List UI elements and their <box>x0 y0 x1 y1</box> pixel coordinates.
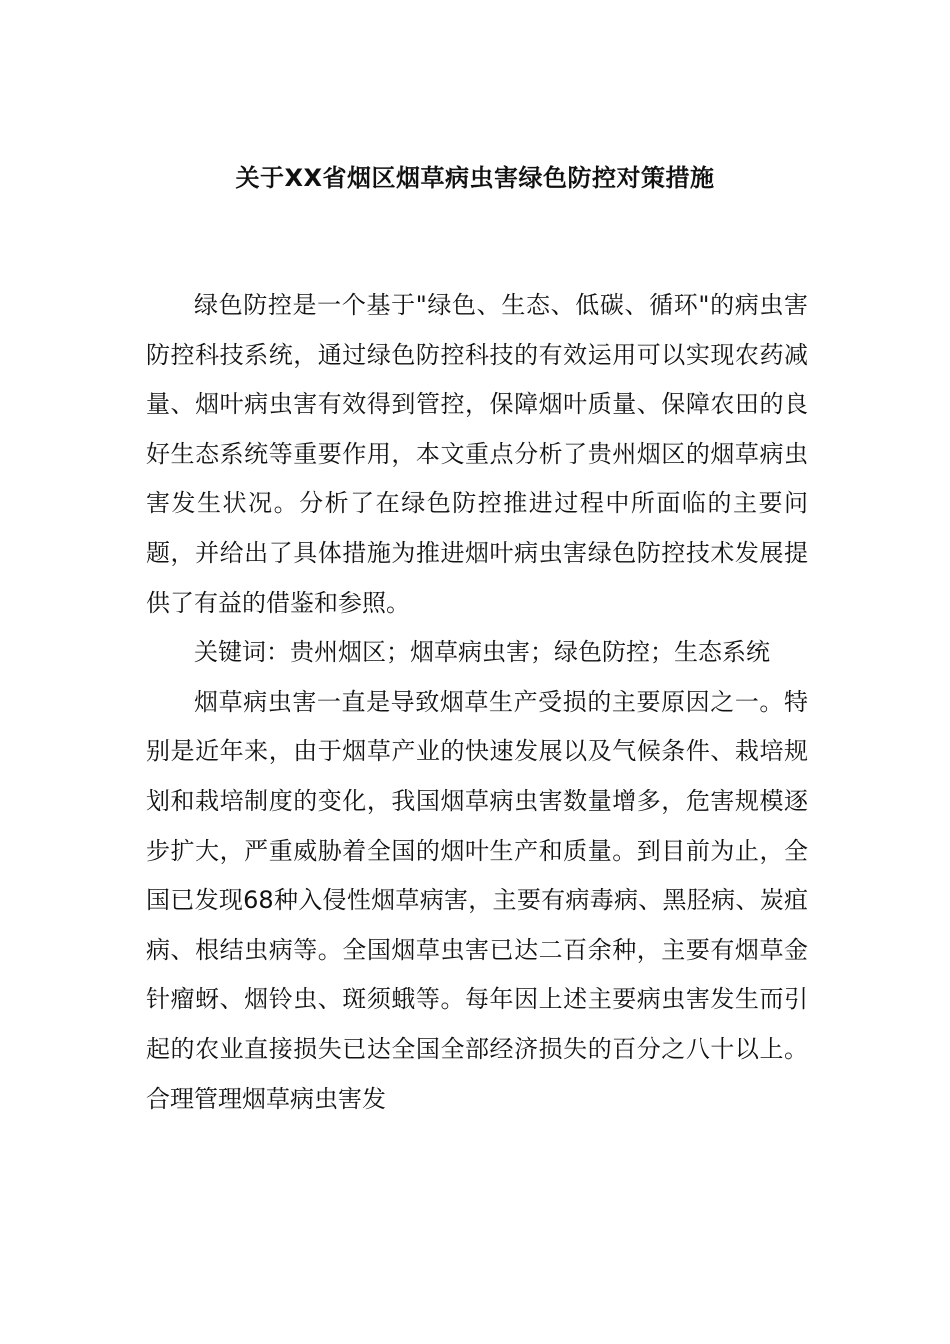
abstract-paragraph: 绿色防控是一个基于"绿色、生态、低碳、循环"的病虫害防控科技系统，通过绿色防控科技的有效运用可以实现农药减量、烟叶病虫害有效得到管控，保障烟叶质量、保障农田的良好生态系统等重要作用，本文重点分析了贵州烟区的烟草病虫害发生状况。分析了在绿色防控推进过程中所面临的主要问题，并给出了具体措施为推进烟叶病虫害绿色防控技术发展提供了有益的借鉴和参照。 <box>146 291 808 617</box>
document-body <box>146 281 808 1124</box>
intro-paragraph: 烟草病虫害一直是导致烟草生产受损的主要原因之一。特别是近年来，由于烟草产业的快速发展以及气候条件、栽培规划和栽培制度的变化，我国烟草病虫害数量增多，危害规模逐步扩大，严重威胁着全国的烟叶生产和质量。到目前为止，全国已发现68种入侵性烟草病害，主要有病毒病、黑胫病、炭疽病、根结虫病等。全国烟草虫害已达二百余种，主要有烟草金针瘤蚜、烟铃虫、斑须蛾等。每年因上述主要病虫害发生而引起的农业直接损失已达全国全部经济损失的百分之八十以上。合理管理烟草病虫害发 <box>146 687 808 1113</box>
document-title: 关于XX省烟区烟草病虫害绿色防控对策措施 <box>235 164 715 192</box>
keywords-paragraph: 关键词：贵州烟区；烟草病虫害；绿色防控；生态系统 <box>194 638 770 667</box>
